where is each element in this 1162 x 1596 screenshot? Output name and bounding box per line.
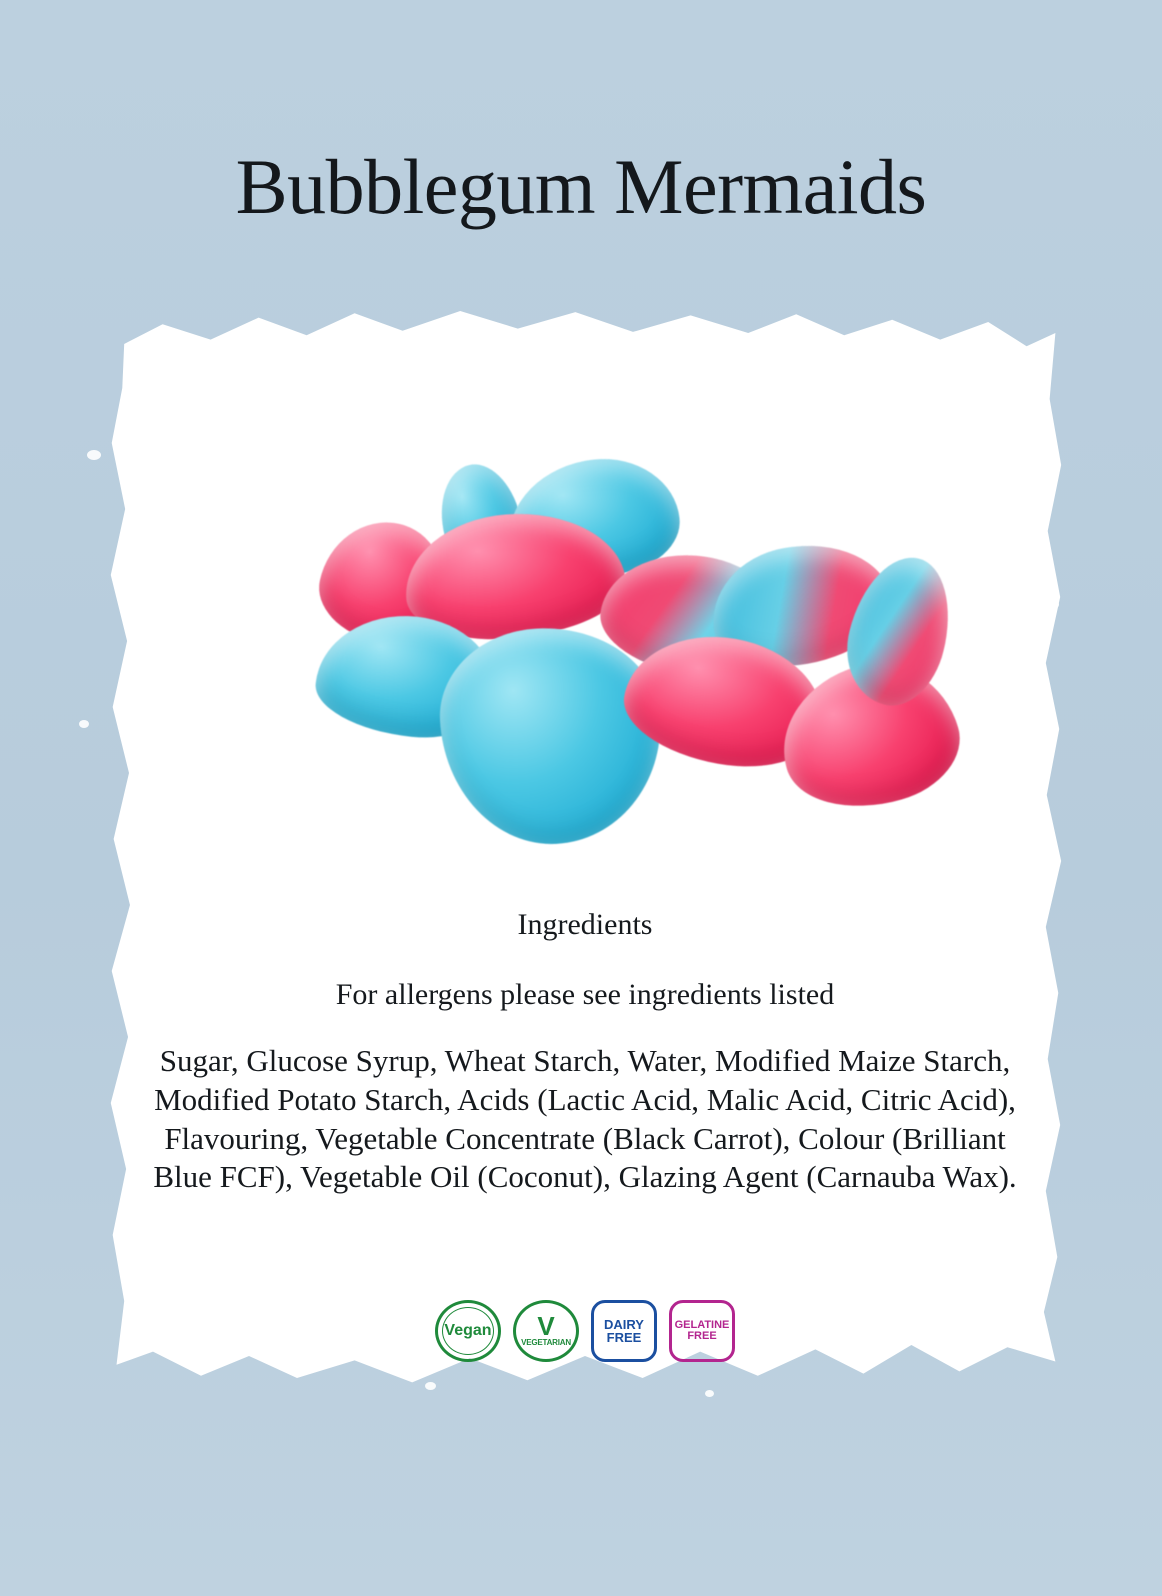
vegan-badge-label: Vegan	[444, 1322, 492, 1339]
allergen-note: For allergens please see ingredients listed	[335, 978, 835, 1011]
dairy-free-badge-icon	[591, 1300, 657, 1362]
gelatine-free-line1: GELATINE	[674, 1319, 730, 1331]
vegetarian-badge-mark: V	[537, 1311, 555, 1342]
badge-ring	[442, 1307, 494, 1355]
paint-fleck	[425, 1382, 436, 1390]
dairy-free-line2: FREE	[606, 1330, 642, 1345]
paint-fleck	[79, 720, 89, 728]
paint-fleck	[705, 1390, 714, 1397]
paint-fleck	[87, 450, 101, 460]
paint-fleck	[1047, 600, 1059, 609]
vegetarian-badge-label: VEGETARIAN	[521, 1337, 571, 1347]
page-title: Bubblegum Mermaids	[235, 143, 927, 230]
gelatine-free-line2: FREE	[687, 1330, 717, 1342]
white-paint-panel	[105, 300, 1065, 1400]
ingredients-heading: Ingredients	[517, 908, 653, 941]
ingredients-text: Sugar, Glucose Syrup, Wheat Starch, Water, Modified Maize Starch, Modified Potato Starch, Acids (Lactic Acid, Malic Acid, Citric Acid), Flavouring, Vegetable Concentrate (Black Carrot), Colour (Brilliant Blue FCF), Vegetable Oil (Coconut), Glazing Agent (Carnauba Wax).	[153, 1043, 1017, 1195]
dietary-badges	[105, 1300, 1065, 1362]
dairy-free-line1: DAIRY	[604, 1317, 644, 1332]
gummy-sweet	[435, 622, 666, 849]
product-photo	[245, 460, 925, 900]
vegetarian-badge-icon	[513, 1300, 579, 1362]
vegan-badge-icon	[435, 1300, 501, 1362]
gelatine-free-badge-icon	[669, 1300, 735, 1362]
